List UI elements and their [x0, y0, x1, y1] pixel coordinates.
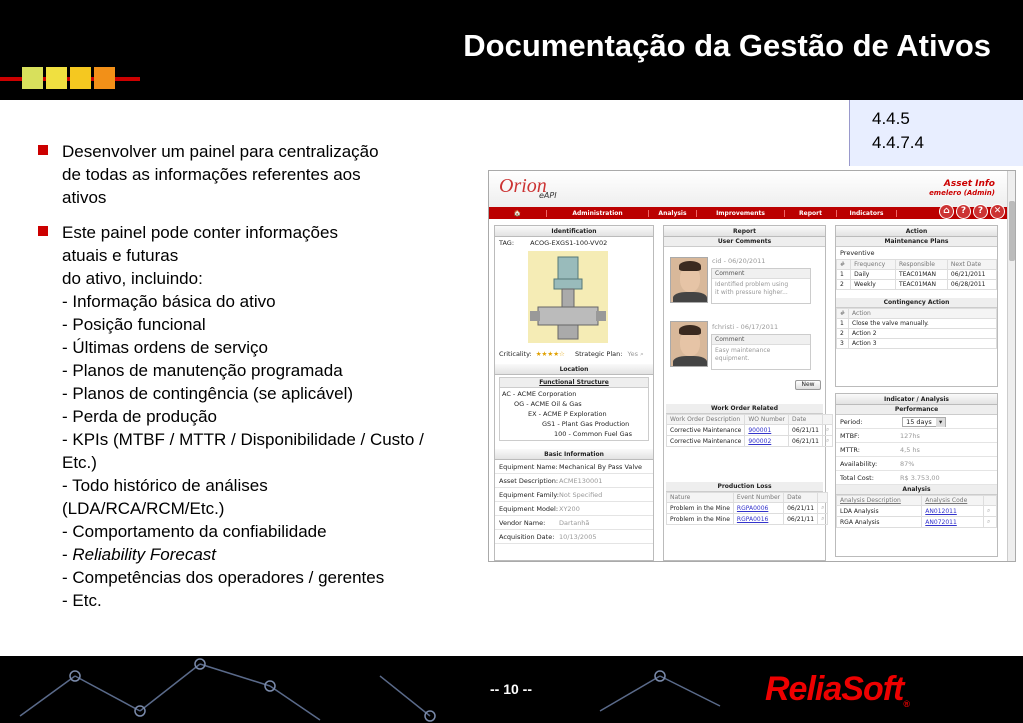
production-loss-section	[666, 482, 823, 525]
panel-title: Report	[664, 226, 825, 237]
user-avatar	[670, 321, 708, 367]
bullet-text: atuais e futuras	[62, 246, 179, 265]
location-section	[495, 364, 653, 443]
asset-info-screenshot	[488, 170, 1016, 562]
tag-row	[495, 237, 653, 249]
table-cell: Action 2	[849, 329, 997, 339]
sub-item: - Posição funcional	[62, 315, 206, 334]
color-square	[94, 67, 115, 89]
table-row	[667, 514, 828, 525]
search-icon[interactable]: ⌕	[818, 514, 828, 525]
functional-structure-box	[499, 377, 649, 441]
sub-item: - Planos de manutenção programada	[62, 361, 343, 380]
column-header: Responsible	[895, 260, 947, 270]
info-row	[495, 502, 653, 516]
valve-icon	[528, 251, 608, 343]
performance-title: Performance	[836, 405, 997, 415]
comment-box	[711, 334, 811, 370]
user-comments-title: User Comments	[664, 237, 825, 247]
info-value: Mechanical By Pass Valve	[559, 463, 643, 471]
work-order-title: Work Order Related	[666, 404, 823, 414]
tree-node[interactable]: EX - ACME P Exploration	[528, 410, 607, 418]
tree-node[interactable]: OG - ACME Oil & Gas	[514, 400, 582, 408]
search-icon[interactable]: ⌕	[983, 506, 996, 517]
bullet-item	[38, 221, 483, 612]
sub-item: Etc.)	[62, 453, 97, 472]
kpi-value: R$ 3.753,00	[900, 474, 940, 482]
basic-information-section	[495, 449, 653, 544]
column-header[interactable]: Analysis Code	[922, 496, 984, 506]
search-icon[interactable]: ⌕	[822, 425, 832, 436]
table-row	[667, 503, 828, 514]
table-cell: 06/21/11	[789, 425, 823, 436]
column-header[interactable]: Work Order Description	[667, 415, 745, 425]
period-value: 15 days	[906, 418, 932, 426]
sub-item	[62, 543, 483, 566]
header-accent-line-left	[0, 77, 22, 81]
period-row	[836, 415, 997, 429]
analysis-table	[836, 495, 997, 528]
tree-node[interactable]: GS1 - Plant Gas Production	[542, 420, 630, 428]
color-square	[46, 67, 67, 89]
slide-footer	[0, 656, 1023, 723]
table-row	[837, 339, 997, 349]
comment-text: it with pressure higher...	[715, 289, 788, 296]
report-panel	[663, 225, 830, 561]
asset-info-title	[929, 179, 995, 197]
bullet-text: ativos	[62, 188, 107, 207]
help-icon[interactable]: ?	[956, 204, 971, 219]
kpi-row	[836, 471, 997, 485]
kpi-value: 127hs	[900, 432, 920, 440]
panel-title: Identification	[495, 226, 653, 237]
table-cell: Weekly	[851, 280, 896, 290]
production-loss-title: Production Loss	[666, 482, 823, 492]
column-header[interactable]: Date	[789, 415, 823, 425]
column-header: Frequency	[851, 260, 896, 270]
tree-node[interactable]: AC - ACME Corporation	[502, 390, 577, 398]
nav-home-item[interactable]: 🏠	[489, 210, 547, 217]
nav-item-indicators[interactable]: Indicators	[837, 210, 897, 217]
asset-info-heading: Asset Info	[943, 179, 995, 189]
table-cell: 06/21/11	[784, 503, 818, 514]
table-cell: 06/21/2011	[947, 270, 996, 280]
table-cell: 3	[837, 339, 849, 349]
maintenance-table	[836, 259, 997, 290]
sub-item: - Últimas ordens de serviço	[62, 338, 268, 357]
action-panel	[835, 225, 998, 387]
kpi-label: Total Cost:	[840, 474, 874, 482]
equipment-image	[528, 251, 608, 343]
kpi-label: MTTR:	[840, 446, 860, 454]
reference-code: 4.4.5	[872, 109, 910, 128]
comment-text: Identified problem using	[715, 281, 789, 288]
nav-bar	[489, 207, 1009, 219]
period-select[interactable]	[902, 417, 946, 427]
analysis-link[interactable]: AN072011	[922, 517, 984, 528]
table-cell: Problem in the Mine	[667, 514, 734, 525]
location-tree	[500, 388, 648, 440]
analysis-link[interactable]: AN012011	[922, 506, 984, 517]
nav-icons	[939, 204, 1005, 219]
sub-item: - Perda de produção	[62, 407, 217, 426]
table-cell: LDA Analysis	[837, 506, 922, 517]
column-header: Next Date	[947, 260, 996, 270]
orion-logo: Orion	[499, 175, 547, 197]
work-order-table	[666, 414, 833, 447]
column-header[interactable]: Date	[784, 493, 818, 503]
page-number: -- 10 --	[490, 681, 532, 697]
table-cell: 2	[837, 329, 849, 339]
production-loss-table	[666, 492, 828, 525]
nav-item-analysis[interactable]: Analysis	[649, 210, 697, 217]
event-link[interactable]: RGPA0016	[733, 514, 783, 525]
table-cell: 1	[837, 319, 849, 329]
comment-label: Comment	[712, 335, 810, 345]
sub-item: - Todo histórico de análises	[62, 476, 268, 495]
kpi-value: 4,5 hs	[900, 446, 920, 454]
strategic-plan-value: Yes	[627, 350, 638, 358]
tree-node[interactable]: 100 - Common Fuel Gas	[554, 430, 633, 438]
sub-item: (LDA/RCA/RCM/Etc.)	[62, 499, 225, 518]
info-row	[495, 516, 653, 530]
table-cell: 06/21/11	[789, 436, 823, 447]
info-row	[495, 530, 653, 544]
search-icon[interactable]: ⌕	[822, 436, 832, 447]
user-label: emelero (Admin)	[929, 189, 995, 197]
table-cell: 06/28/2011	[947, 280, 996, 290]
table-row	[837, 270, 997, 280]
kpi-row	[836, 457, 997, 471]
bullet-square-icon	[38, 145, 48, 155]
tag-label: TAG:	[499, 239, 515, 247]
scrollbar-thumb[interactable]	[1009, 201, 1015, 261]
table-cell: TEAC01MAN	[895, 280, 947, 290]
search-icon[interactable]: ⌕	[983, 517, 996, 528]
info-value: ACME130001	[559, 477, 603, 485]
table-cell: 2	[837, 280, 851, 290]
reference-box	[849, 100, 1023, 166]
chevron-down-icon[interactable]: ▾	[936, 418, 945, 427]
kpi-label: MTBF:	[840, 432, 860, 440]
search-icon[interactable]: ⌕	[640, 350, 644, 358]
work-order-section	[666, 404, 830, 447]
sub-item: - KPIs (MTBF / MTTR / Disponibilidade / Custo /	[62, 430, 424, 449]
info-value: Not Specified	[559, 491, 603, 499]
sub-item: - Comportamento da confiabilidade	[62, 522, 327, 541]
comment-meta: fchristi - 06/17/2011	[712, 323, 779, 331]
contingency-title: Contingency Action	[836, 298, 997, 308]
slide-header	[0, 0, 1023, 100]
info-value: 10/13/2005	[559, 533, 597, 541]
period-label: Period:	[840, 418, 863, 426]
bullet-item	[38, 140, 483, 209]
contingency-table	[836, 308, 997, 349]
table-row	[837, 329, 997, 339]
tag-value: ACOG-EXGS1-100-VV02	[530, 239, 608, 247]
info-value: Dartanhã	[559, 519, 590, 527]
scrollbar[interactable]	[1007, 171, 1015, 562]
home-icon[interactable]: ⌂	[939, 204, 954, 219]
table-cell: 06/21/11	[784, 514, 818, 525]
table-row	[837, 506, 997, 517]
app-header	[489, 171, 1016, 207]
column-header	[983, 496, 996, 506]
kpi-label: Availability:	[840, 460, 878, 468]
event-link[interactable]: RGPA0006	[733, 503, 783, 514]
info-label: Equipment Name:	[499, 463, 558, 471]
strategic-plan-label: Strategic Plan:	[574, 350, 623, 358]
analysis-title: Analysis	[836, 485, 997, 495]
header-color-squares	[22, 67, 115, 89]
slide-title: Documentação da Gestão de Ativos	[463, 28, 991, 63]
column-header[interactable]: Analysis Description	[837, 496, 922, 506]
table-cell: 1	[837, 270, 851, 280]
logo-registered: ®	[903, 699, 909, 709]
column-header: #	[837, 309, 849, 319]
sub-item-prefix: -	[62, 545, 73, 564]
table-cell: Action 3	[849, 339, 997, 349]
criticality-label: Criticality:	[499, 350, 532, 358]
sub-item: - Informação básica do ativo	[62, 292, 276, 311]
table-cell: TEAC01MAN	[895, 270, 947, 280]
info-label: Equipment Family:	[499, 491, 559, 499]
comment-label: Comment	[712, 269, 810, 279]
comment-meta: cid - 06/20/2011	[712, 257, 766, 265]
bullet-text: Desenvolver um painel para centralização	[62, 142, 379, 161]
table-cell: RGA Analysis	[837, 517, 922, 528]
nav-item-report[interactable]: Report	[785, 210, 837, 217]
maintenance-plans-title: Maintenance Plans	[836, 237, 997, 247]
table-row	[837, 319, 997, 329]
orion-logo-sub: eAPI	[539, 191, 557, 200]
close-icon[interactable]: ✕	[990, 204, 1005, 219]
info-row	[495, 474, 653, 488]
info-value: XY200	[559, 505, 580, 513]
column-header: #	[837, 260, 851, 270]
comment-text: Easy maintenance	[715, 347, 771, 354]
search-icon[interactable]: ⌕	[818, 503, 828, 514]
column-header[interactable]: Nature	[667, 493, 734, 503]
bullet-text: Este painel pode conter informações	[62, 223, 338, 242]
table-row	[667, 425, 833, 436]
indicator-panel	[835, 393, 998, 557]
preventive-label: Preventive	[840, 249, 875, 257]
column-header[interactable]: WO Number	[745, 415, 789, 425]
table-cell: Corrective Maintenance	[667, 425, 745, 436]
sub-item: - Etc.	[62, 591, 102, 610]
info-row	[495, 488, 653, 502]
kpi-row	[836, 429, 997, 443]
bullet-list	[38, 140, 483, 624]
new-comment-button[interactable]: New	[795, 380, 821, 390]
table-cell: Daily	[851, 270, 896, 280]
wo-link[interactable]: 900002	[745, 436, 789, 447]
criticality-stars: ★★★★☆	[535, 350, 565, 358]
table-cell: Corrective Maintenance	[667, 436, 745, 447]
sub-item: - Competências dos operadores / gerentes	[62, 568, 385, 587]
table-row	[837, 517, 997, 528]
bullet-text: do ativo, incluindo:	[62, 269, 203, 288]
reliasoft-logo	[765, 670, 909, 709]
section-title: Location	[495, 364, 653, 375]
criticality-row	[499, 350, 644, 359]
color-square	[70, 67, 91, 89]
info-label: Acquisition Date:	[499, 533, 555, 541]
comment-text: equipment.	[715, 355, 750, 362]
about-icon[interactable]: ?	[973, 204, 988, 219]
bullet-text: de todas as informações referentes aos	[62, 165, 361, 184]
nav-item-administration[interactable]: Administration	[547, 210, 649, 217]
table-row	[837, 280, 997, 290]
reference-code: 4.4.7.4	[872, 133, 924, 152]
column-header	[818, 493, 828, 503]
column-header	[822, 415, 832, 425]
kpi-value: 87%	[900, 460, 915, 468]
comment-box	[711, 268, 811, 304]
info-row	[495, 460, 653, 474]
info-label: Asset Description:	[499, 477, 559, 485]
info-label: Vendor Name:	[499, 519, 546, 527]
logo-text: ReliaSoft	[765, 670, 904, 708]
sub-item: - Planos de contingência (se aplicável)	[62, 384, 354, 403]
identification-panel	[494, 225, 654, 561]
wo-link[interactable]: 900001	[745, 425, 789, 436]
panel-title: Indicator / Analysis	[836, 394, 997, 405]
user-avatar	[670, 257, 708, 303]
info-label: Equipment Model:	[499, 505, 559, 513]
color-square	[22, 67, 43, 89]
table-cell: Close the valve manually.	[849, 319, 997, 329]
kpi-row	[836, 443, 997, 457]
column-header: Action	[849, 309, 997, 319]
column-header[interactable]: Event Number	[733, 493, 783, 503]
section-title: Basic Information	[495, 449, 653, 460]
table-cell: Problem in the Mine	[667, 503, 734, 514]
nav-item-improvements[interactable]: Improvements	[697, 210, 785, 217]
panel-title: Action	[836, 226, 997, 237]
sub-item-italic: Reliability Forecast	[72, 545, 216, 564]
bullet-square-icon	[38, 226, 48, 236]
functional-structure-header: Functional Structure	[500, 378, 648, 388]
table-row	[667, 436, 833, 447]
